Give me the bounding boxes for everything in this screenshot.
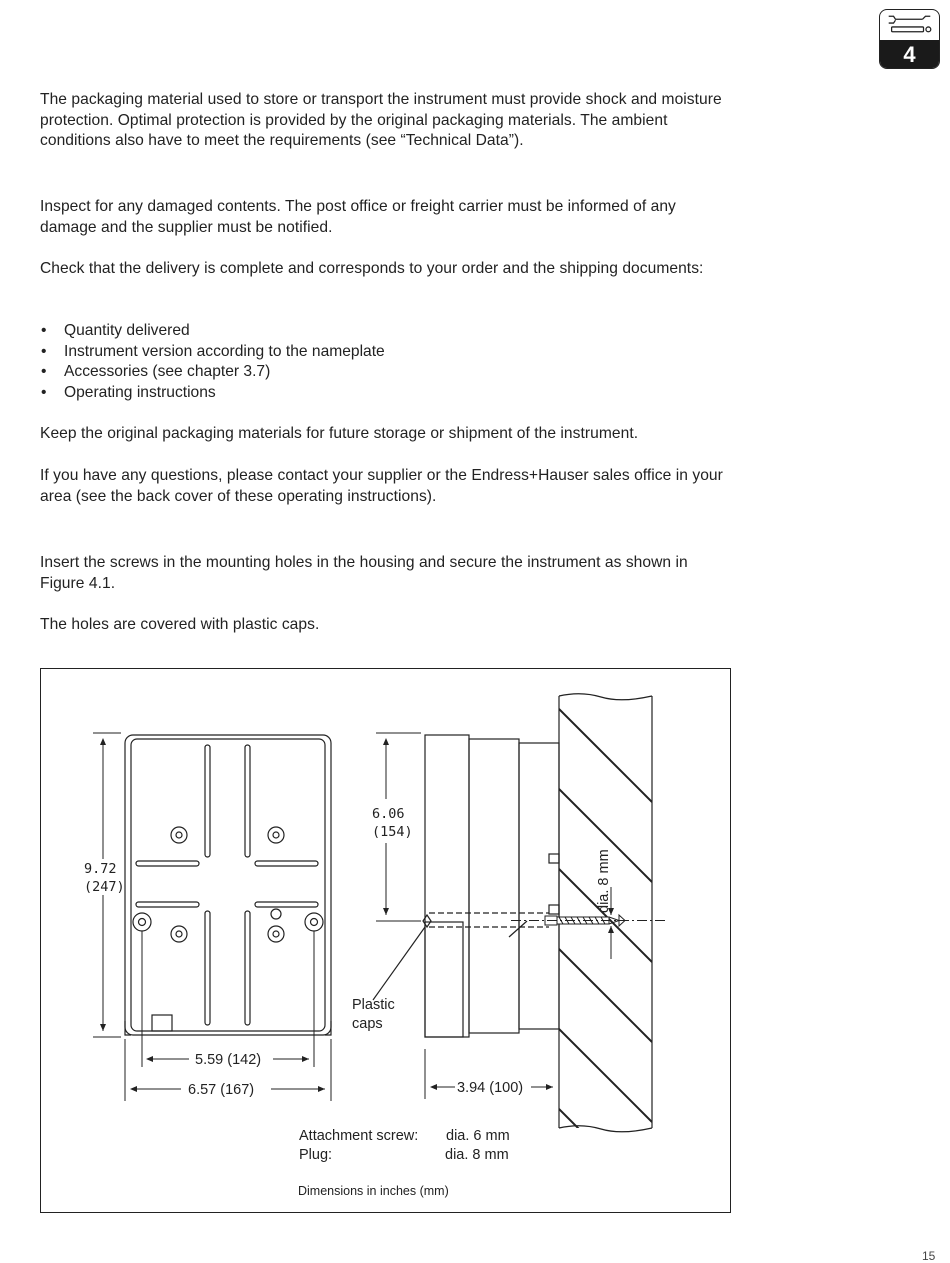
- keep-paragraph: Keep the original packaging materials for future storage or shipment of the instrument.: [40, 425, 639, 442]
- wrench-tool-icon: [880, 10, 939, 40]
- side-view: [373, 735, 559, 1037]
- width-label: 6.57 (167): [188, 1082, 255, 1098]
- plug-value: dia. 8 mm: [445, 1147, 509, 1163]
- packaging-paragraph: The packaging material used to store or transport the instrument must provide shock and moisture protection. Optimal protection is provided by the original packaging materials. The ambient conditions also have to meet the requirements (see “Technical Data”).: [40, 91, 722, 149]
- check-paragraph: Check that the delivery is complete and corresponds to your order and the shipping documents:: [40, 260, 704, 277]
- hole-height-inches: 6.06: [372, 806, 405, 822]
- screw-value: dia. 6 mm: [446, 1128, 510, 1144]
- depth-label: 3.94 (100): [457, 1080, 524, 1096]
- mounting-figure: [40, 668, 731, 1213]
- chapter-tab: [879, 9, 940, 69]
- page-number: 15: [922, 1249, 936, 1263]
- mounting-drawing: [41, 669, 732, 1214]
- delivery-checklist: [40, 321, 730, 404]
- hole-height-mm: (154): [372, 824, 413, 840]
- front-view: [125, 735, 331, 1035]
- hole-spacing-label: 5.59 (142): [195, 1052, 262, 1068]
- holes-paragraph: The holes are covered with plastic caps.: [40, 616, 320, 633]
- figure-caption: Dimensions in inches (mm): [298, 1184, 449, 1198]
- questions-paragraph: If you have any questions, please contact your supplier or the Endress+Hauser sales office in your area (see the back cover of these operating instructions).: [40, 467, 723, 505]
- chapter-number: 4: [880, 40, 939, 69]
- plug-label: Plug:: [299, 1147, 333, 1163]
- screw-label: Attachment screw:: [299, 1128, 419, 1144]
- list-item: • Quantity delivered: [40, 321, 730, 342]
- list-item: • Instrument version according to the nameplate: [40, 342, 730, 363]
- height-inches: 9.72: [84, 861, 117, 877]
- caps-label-line2: caps: [352, 1016, 383, 1032]
- dimension-lines: [93, 733, 553, 1101]
- height-mm: (247): [84, 879, 125, 895]
- caps-label-line1: Plastic: [352, 997, 395, 1013]
- list-item: • Operating instructions: [40, 383, 730, 404]
- list-item: • Accessories (see chapter 3.7): [40, 362, 730, 383]
- plug-dia-label: dia. 8 mm: [596, 849, 612, 913]
- insert-paragraph: Insert the screws in the mounting holes in the housing and secure the instrument as shown in Figure 4.1.: [40, 554, 688, 592]
- inspect-paragraph: Inspect for any damaged contents. The post office or freight carrier must be informed of any damage and the supplier must be notified.: [40, 198, 676, 236]
- wall-section: [559, 694, 652, 1202]
